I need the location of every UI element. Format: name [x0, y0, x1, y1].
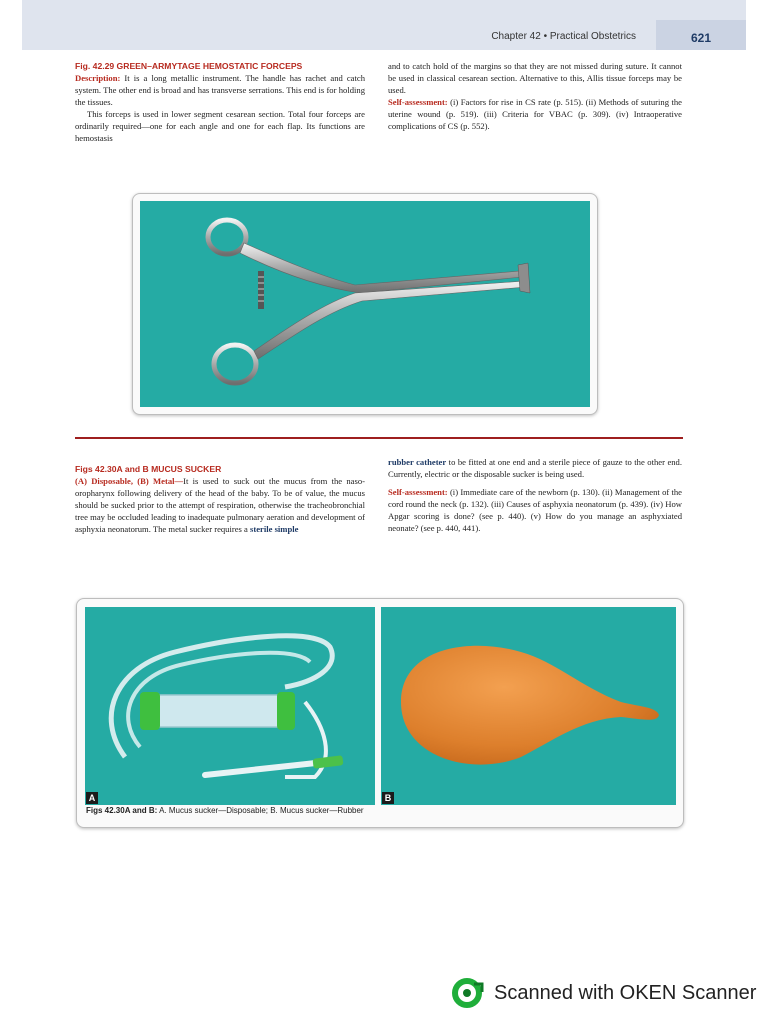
fig-42-30-title: Figs 42.30A and B MUCUS SUCKER [75, 464, 222, 474]
rubber-sucker-photo [381, 607, 676, 805]
oken-scanner-logo-icon [452, 976, 486, 1010]
caption-text: A. Mucus sucker—Disposable; B. Mucus sucker—Rubber [157, 806, 364, 815]
self-assessment-text-2: (i) Immediate care of the newborn (p. 130). (ii) Management of the cord round the neck (p. 132). (iii) Causes of asphyxia neonatorum (p. 439). (iv) How Apgar scoring is done? (see p. 440). (v) How do you manage an asphyxiated neonate? (see p. 440, 441). [388, 487, 682, 533]
section2-right-column [388, 456, 682, 534]
figure-caption [86, 806, 364, 815]
usage-paragraph: This forceps is used in lower segment cesarean section. Total four forceps are ordinarily required—one for each angle and one for each flap. Its functions are hemostasis [75, 109, 365, 143]
self-assessment-label: Self-assessment: [388, 97, 448, 107]
section1-left-column [75, 60, 365, 144]
rubber-catheter-term: rubber catheter [388, 457, 447, 467]
section-divider [75, 437, 683, 439]
forceps-illustration [140, 201, 590, 407]
forceps-figure-frame [132, 193, 598, 415]
scanner-watermark [452, 976, 756, 1010]
sterile-simple-term: sterile simple [250, 524, 299, 534]
section1-right-column [388, 60, 682, 132]
panel-b-label: B [382, 792, 394, 804]
disposable-sucker-photo [85, 607, 375, 805]
forceps-photo [140, 201, 590, 407]
self-assessment-label-2: Self-assessment: [388, 487, 448, 497]
disposable-sucker-illustration [85, 607, 375, 805]
running-header [22, 0, 746, 50]
panel-a-label: A [86, 792, 98, 804]
function-paragraph: and to catch hold of the margins so that they are not missed during suture. It cannot be used in classical cesarean section. Alternative to this, Allis tissue forceps may be used. [388, 61, 682, 95]
sucker-description: It is used to suck out the mucus from the naso-oropharynx following delivery of the head of the baby. To be of value, the mucus should be sucked prior to the attempt of respiration, otherwise the tracheobronchial tree may be occluded leading to inadequate pulmonary aeration and development of asphyxia neonatorum. The metal sucker requires a [75, 476, 365, 534]
rubber-bulb-illustration [381, 607, 676, 805]
description-label: Description: [75, 73, 121, 83]
description-text: It is a long metallic instrument. The handle has rachet and catch system. The other end is broad and has transverse serrations. This end is for holding the tissues. [75, 73, 365, 107]
page-number: 621 [656, 20, 746, 50]
fig-42-29-title: Fig. 42.29 GREEN–ARMYTAGE HEMOSTATIC FORCEPS [75, 61, 303, 71]
caption-label: Figs 42.30A and B: [86, 806, 158, 815]
self-assessment-text: (i) Factors for rise in CS rate (p. 515). (ii) Methods of suturing the uterine wound (p. 519). (iii) Criteria for VBAC (p. 309). (iv) Intraoperative complications of CS (p. 552). [388, 97, 682, 131]
catheter-text: to be fitted at one end and a sterile piece of gauze to the other end. Currently, electric or the disposable sucker is being used. [388, 457, 682, 479]
section2-left-column [75, 463, 365, 535]
scanner-text: Scanned with OKEN Scanner [494, 981, 757, 1004]
mucus-sucker-figure-frame [76, 598, 684, 828]
sucker-types-label: (A) Disposable, (B) Metal— [75, 476, 184, 486]
chapter-title: Chapter 42 • Practical Obstetrics [491, 31, 636, 42]
